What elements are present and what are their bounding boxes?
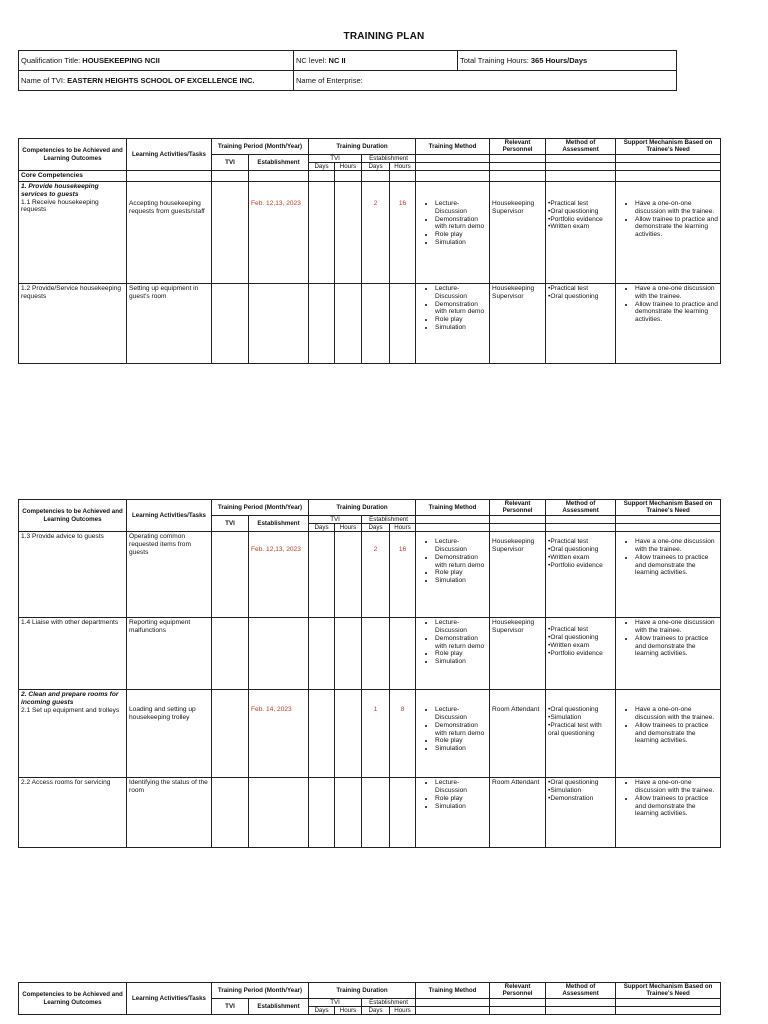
col-period-est: Establishment — [249, 998, 309, 1015]
list-item: • Lecture-Discussion — [435, 619, 487, 635]
list-item: • Have a one-on-one discussion with the trainee. — [635, 706, 718, 722]
support-cell — [616, 778, 721, 848]
enterprise-cell: Name of Enterprise: — [294, 71, 677, 91]
col-competencies: Competencies to be Achieved and Learning Outcomes — [19, 139, 127, 171]
col-period-tvi: TVI — [212, 998, 249, 1015]
personnel-cell: Housekeeping Supervisor — [490, 182, 546, 284]
list-item: • Allow trainee to practice and demonstrate the learning activities. — [635, 301, 718, 324]
col-personnel: Relevant Personnel — [490, 500, 546, 516]
method-cell — [416, 532, 490, 618]
est-period-cell: Feb. 14, 2023 — [249, 690, 309, 778]
col-personnel: Relevant Personnel — [490, 983, 546, 999]
col-duration: Training Duration — [309, 983, 416, 999]
activity-cell: Reporting equipment malfunctions — [127, 618, 212, 690]
competency-cell: 1.2 Provide/Service housekeeping requests — [19, 284, 127, 364]
training-plan-table-2 — [18, 499, 721, 848]
col-days: Days — [309, 1006, 335, 1014]
list-item: • Role play — [435, 650, 487, 658]
list-item: • Have a one-one discussion with the trainee. — [635, 285, 718, 301]
unit-title: 1. Provide housekeeping services to guests — [21, 183, 99, 198]
list-item: • Allow trainees to practice and demonstrate the learning activities. — [635, 635, 718, 658]
list-item: •Oral questioning — [548, 706, 599, 714]
col-period: Training Period (Month/Year) — [212, 139, 309, 155]
col-personnel: Relevant Personnel — [490, 139, 546, 155]
col-period-est: Establishment — [249, 154, 309, 171]
est-days-cell: 2 — [362, 532, 390, 618]
competency-cell: 2.2 Access rooms for servicing — [19, 778, 127, 848]
list-item: •Practical test — [548, 626, 589, 634]
list-item: •Written exam — [548, 641, 590, 649]
list-item: • Demonstration with return demo — [435, 554, 487, 570]
activity-cell: Identifying the status of the room — [127, 778, 212, 848]
est-days-cell: 2 — [362, 182, 390, 284]
col-support: Support Mechanism Based on Trainee's Need — [616, 139, 721, 155]
personnel-cell: Housekeeping Supervisor — [490, 532, 546, 618]
assessment-cell — [546, 778, 616, 848]
list-item: •Practical test — [548, 285, 589, 293]
support-cell — [616, 532, 721, 618]
list-item: •Portfolio evidence — [548, 215, 603, 223]
personnel-cell: Room Attendant — [490, 778, 546, 848]
list-item: • Role play — [435, 316, 487, 324]
list-item: • Lecture-Discussion — [435, 779, 487, 795]
core-competencies-label: Core Competencies — [19, 171, 127, 182]
competency-cell: 1.4 Liaise with other departments — [19, 618, 127, 690]
list-item: • Simulation — [435, 745, 487, 753]
list-item: • Demonstration with return demo — [435, 635, 487, 651]
list-item: • Simulation — [435, 658, 487, 666]
col-period: Training Period (Month/Year) — [212, 983, 309, 999]
assessment-cell — [546, 618, 616, 690]
competency-cell: 1.3 Provide advice to guests — [19, 532, 127, 618]
col-competencies: Competencies to be Achieved and Learning Outcomes — [19, 983, 127, 1015]
list-item: • Simulation — [435, 239, 487, 247]
col-duration: Training Duration — [309, 139, 416, 155]
col-hours: Hours — [390, 523, 416, 531]
activity-cell: Loading and setting up housekeeping trolley — [127, 690, 212, 778]
list-item: • Allow trainees to practice and demonstrate the learning activities. — [635, 722, 718, 745]
list-item: • Role play — [435, 231, 487, 239]
list-item: • Simulation — [435, 577, 487, 585]
list-item: •Demonstration — [548, 794, 594, 802]
list-item: • Allow trainee to practice and demonstrate the learning activities. — [635, 216, 718, 239]
list-item: •Oral questioning — [548, 207, 599, 215]
personnel-cell: Housekeeping Supervisor — [490, 618, 546, 690]
col-competencies: Competencies to be Achieved and Learning Outcomes — [19, 500, 127, 532]
est-period-cell: Feb. 12,13, 2023 — [249, 182, 309, 284]
list-item: •Practical test with oral questioning — [548, 721, 602, 737]
col-period-tvi: TVI — [212, 515, 249, 532]
list-item: •Practical test — [548, 538, 589, 546]
col-dur-est: Establishment — [362, 998, 416, 1006]
list-item: • Allow trainees to practice and demonstrate the learning activities. — [635, 554, 718, 577]
list-item: • Lecture-Discussion — [435, 706, 487, 722]
col-dur-tvi: TVI — [309, 154, 362, 162]
support-cell — [616, 618, 721, 690]
col-hours: Hours — [335, 162, 362, 170]
col-period-tvi: TVI — [212, 154, 249, 171]
list-item: • Lecture-Discussion — [435, 285, 487, 301]
list-item: •Oral questioning — [548, 779, 599, 787]
qualification-cell: Qualification Title: HOUSEKEEPING NCII — [19, 51, 294, 71]
list-item: • Allow trainees to practice and demonstrate the learning activities. — [635, 795, 718, 818]
method-cell — [416, 778, 490, 848]
method-cell — [416, 284, 490, 364]
est-days-cell: 1 — [362, 690, 390, 778]
competency-cell: 2. Clean and prepare rooms for incoming guests 2.1 Set up equipment and trolleys — [19, 690, 127, 778]
list-item: • Have a one-on-one discussion with the trainee. — [635, 779, 718, 795]
col-days: Days — [309, 523, 335, 531]
est-hours-cell: 8 — [390, 690, 416, 778]
col-hours: Hours — [335, 523, 362, 531]
total-hours-value: 365 Hours/Days — [530, 56, 588, 65]
list-item: •Oral questioning — [548, 292, 599, 300]
list-item: • Have a one-one discussion with the trainee. — [635, 538, 718, 554]
list-item: •Practical test — [548, 200, 589, 208]
col-days: Days — [362, 523, 390, 531]
col-period-est: Establishment — [249, 515, 309, 532]
list-item: • Demonstration with return demo — [435, 301, 487, 317]
list-item: •Simulation — [548, 714, 582, 722]
est-period-cell: Feb. 12,13, 2023 — [249, 532, 309, 618]
assessment-cell — [546, 690, 616, 778]
col-duration: Training Duration — [309, 500, 416, 516]
col-method: Training Method — [416, 983, 490, 999]
support-cell — [616, 182, 721, 284]
list-item: •Portfolio evidence — [548, 649, 603, 657]
col-dur-tvi: TVI — [309, 515, 362, 523]
assessment-cell — [546, 182, 616, 284]
list-item: •Oral questioning — [548, 634, 599, 642]
col-days: Days — [362, 1006, 390, 1014]
activity-cell: Setting up equipment in guest's room — [127, 284, 212, 364]
list-item: • Lecture-Discussion — [435, 200, 487, 216]
col-days: Days — [362, 162, 390, 170]
tvi-name-value: EASTERN HEIGHTS SCHOOL OF EXCELLENCE INC. — [67, 76, 255, 85]
list-item: • Have a one-on-one discussion with the trainee. — [635, 200, 718, 216]
support-cell — [616, 284, 721, 364]
est-hours-cell: 16 — [390, 182, 416, 284]
col-hours: Hours — [390, 1006, 416, 1014]
nc-level-value: NC II — [328, 56, 346, 65]
header-info-table — [18, 50, 677, 91]
list-item: •Simulation — [548, 787, 582, 795]
col-assessment: Method of Assessment — [546, 139, 616, 155]
personnel-cell: Room Attendant — [490, 690, 546, 778]
method-cell — [416, 182, 490, 284]
assessment-cell — [546, 284, 616, 364]
col-activities: Learning Activities/Tasks — [127, 983, 212, 1015]
list-item: •Written exam — [548, 553, 590, 561]
nc-level-cell: NC level: NC II — [294, 51, 458, 71]
list-item: •Written exam — [548, 223, 590, 231]
col-assessment: Method of Assessment — [546, 983, 616, 999]
col-support: Support Mechanism Based on Trainee's Need — [616, 983, 721, 999]
col-activities: Learning Activities/Tasks — [127, 500, 212, 532]
list-item: • Role play — [435, 569, 487, 577]
est-hours-cell: 16 — [390, 532, 416, 618]
col-activities: Learning Activities/Tasks — [127, 139, 212, 171]
col-dur-tvi: TVI — [309, 998, 362, 1006]
list-item: • Role play — [435, 737, 487, 745]
activity-cell: Operating common requested items from guests — [127, 532, 212, 618]
col-dur-est: Establishment — [362, 154, 416, 162]
list-item: • Simulation — [435, 803, 487, 811]
list-item: •Portfolio evidence — [548, 561, 603, 569]
training-plan-table-3 — [18, 982, 721, 1015]
col-method: Training Method — [416, 139, 490, 155]
page-title: TRAINING PLAN — [343, 31, 425, 42]
assessment-cell — [546, 532, 616, 618]
training-plan-table-1 — [18, 138, 721, 364]
method-cell — [416, 618, 490, 690]
list-item: • Lecture-Discussion — [435, 538, 487, 554]
qualification-value: HOUSEKEEPING NCII — [82, 56, 160, 65]
support-cell — [616, 690, 721, 778]
list-item: • Simulation — [435, 324, 487, 332]
col-support: Support Mechanism Based on Trainee's Need — [616, 500, 721, 516]
col-assessment: Method of Assessment — [546, 500, 616, 516]
table-row-cell-competency: 1. Provide housekeeping services to guests 1.1 Receive housekeeping requests — [19, 182, 127, 284]
total-hours-cell: Total Training Hours: 365 Hours/Days — [458, 51, 677, 71]
col-dur-est: Establishment — [362, 515, 416, 523]
method-cell — [416, 690, 490, 778]
unit-title: 2. Clean and prepare rooms for incoming guests — [21, 691, 119, 707]
tvi-name-cell: Name of TVI: EASTERN HEIGHTS SCHOOL OF EXCELLENCE INC. — [19, 71, 294, 91]
col-days: Days — [309, 162, 335, 170]
col-hours: Hours — [335, 1006, 362, 1014]
personnel-cell: Housekeeping Supervisor — [490, 284, 546, 364]
col-hours: Hours — [390, 162, 416, 170]
activity-cell: Accepting housekeeping requests from guests/staff — [127, 182, 212, 284]
list-item: •Oral questioning — [548, 546, 599, 554]
list-item: • Have a one-one discussion with the trainee. — [635, 619, 718, 635]
list-item: • Role play — [435, 795, 487, 803]
list-item: • Demonstration with return demo — [435, 216, 487, 232]
list-item: • Demonstration with return demo — [435, 722, 487, 738]
col-period: Training Period (Month/Year) — [212, 500, 309, 516]
col-method: Training Method — [416, 500, 490, 516]
